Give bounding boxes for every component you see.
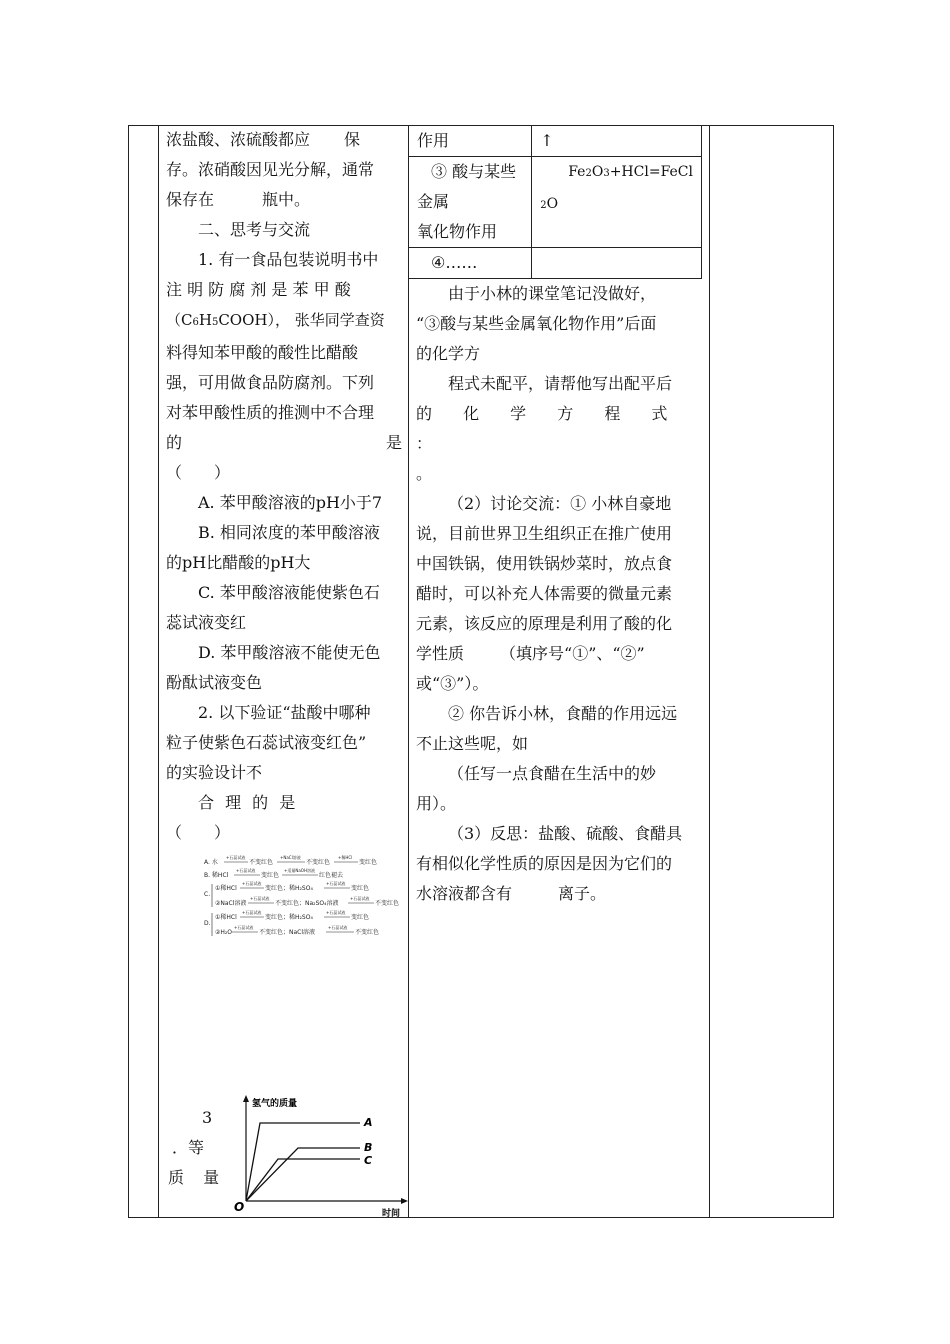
- result-text: 变红色: [351, 914, 370, 921]
- answer-paren: （ ）: [166, 463, 231, 482]
- curve-b-label: B: [364, 1141, 373, 1154]
- x-axis-arrow: [401, 1198, 408, 1204]
- table-row: [409, 157, 702, 248]
- text: 浓: [166, 130, 183, 149]
- answer-paren-2: （ ）: [166, 823, 231, 842]
- column-divider-2: [408, 125, 409, 1218]
- text: 保存在: [166, 190, 215, 209]
- question-1-line-7: [166, 428, 402, 458]
- para-2-line-6: [416, 639, 706, 669]
- question-1-line-3: [166, 305, 402, 338]
- question-3-line-2: ．等: [172, 1138, 205, 1157]
- row-b-label: B. 稀HCl: [204, 872, 229, 879]
- question-1-line-4: 料得知苯甲酸的酸性比醋酸: [166, 343, 359, 362]
- question-2-line-2: 粒子使紫色石蕊试液变红色”: [166, 733, 367, 752]
- arrow-label: +石蕊试液: [234, 925, 254, 930]
- question-2-line-1: 2. 以下验证“盐酸中哪种: [198, 703, 371, 722]
- text: O: [591, 164, 604, 180]
- question-3-line-3: 质 量: [168, 1168, 220, 1187]
- text: 使无色: [332, 643, 381, 662]
- para-4-line-1: （3）反思：盐酸、硫酸、食醋具: [448, 824, 683, 843]
- equation-line: [540, 189, 693, 221]
- option-b-line-2: 的pH比醋酸的pH大: [166, 553, 311, 572]
- result-text: 变红色: [359, 859, 378, 866]
- text: 保: [344, 130, 361, 149]
- option-d-line-1: [166, 638, 402, 668]
- para-2-line-3: 中国铁锅，使用铁锅炒菜时，放点食: [416, 554, 673, 573]
- para-1-line-3: 的化学方: [416, 344, 481, 363]
- row-c: [204, 880, 399, 907]
- arrow-label: +NaCl溶液: [280, 855, 301, 860]
- option-c-line-1: C. 苯甲酸溶液能使紫色石: [198, 583, 380, 602]
- arrow-label: +石蕊试液: [226, 855, 246, 860]
- para-1-line-4: 程式未配平，请帮他写出配平后: [448, 374, 673, 393]
- para-3-line-1: ② 你告诉小林，食醋的作用远远: [448, 704, 678, 723]
- text: +HCl=FeCl: [609, 164, 693, 180]
- para-3-line-2: 不止这些呢，如: [416, 734, 529, 753]
- hydrogen-mass-graph: [232, 1093, 410, 1218]
- para-2-line-5: 元素，该反应的原理是利用了酸的化: [416, 614, 673, 633]
- curve-b: [246, 1148, 360, 1201]
- table-cell: ↑: [532, 126, 702, 157]
- para-1-line-1: [416, 279, 706, 309]
- curve-c: [246, 1159, 360, 1201]
- text: 学性质: [416, 644, 465, 663]
- row-c-label: C.: [204, 891, 211, 898]
- y-axis-arrow: [243, 1095, 249, 1102]
- option-a: A. 苯甲酸溶液的pH小于7: [198, 493, 383, 512]
- table-row: [409, 248, 702, 279]
- text: Fe: [568, 164, 586, 180]
- subscript: 6: [192, 317, 199, 328]
- row-d: [204, 909, 379, 936]
- question-1-line-6: 对苯甲酸性质的推测中不合理: [166, 403, 375, 422]
- para-2-line-2: 说，目前世界卫生组织正在推广使用: [416, 524, 673, 543]
- result-text: 红色褪去: [319, 872, 344, 879]
- arrow-label: +石蕊试液: [242, 910, 262, 915]
- left-column: [166, 125, 402, 848]
- question-1-line-1: 1. 有一食品包装说明书中: [198, 250, 379, 269]
- arrow-label: +稀HCl: [338, 855, 353, 860]
- table-cell: [532, 248, 702, 279]
- d1-start: ①稀HCl: [215, 914, 237, 921]
- curve-c-label: C: [364, 1154, 373, 1167]
- text: 是: [385, 433, 402, 452]
- row-d-label: D.: [204, 920, 211, 927]
- arrow-label: +适量NaOH溶液: [284, 868, 315, 873]
- result-text: 不变红色: [375, 900, 400, 907]
- para-2-line-4: 醋时，可以补充人体需要的微量元素: [416, 584, 673, 603]
- para-2-line-7: 或“③”）。: [416, 674, 489, 693]
- table-cell: [409, 157, 532, 248]
- text: 水溶液都含有: [416, 884, 513, 903]
- text: 由于小林的: [448, 284, 529, 303]
- para-1-line-2: “③酸与某些金属氧化物作用”后面: [416, 314, 657, 333]
- para-3-line-4: 用）。: [416, 794, 457, 813]
- para-4-line-2: 有相似化学性质的原因是因为它们的: [416, 854, 673, 873]
- subscript: 2: [585, 168, 592, 179]
- para-2-line-1: （2）讨论交流：① 小林自豪地: [448, 494, 672, 513]
- equation-line: [540, 157, 693, 189]
- result-text: 变红色: [351, 885, 370, 892]
- arrow-label: +石蕊试液: [350, 896, 370, 901]
- table-cell: 作用: [409, 126, 532, 157]
- text: 写一点食醋在生活中的妙: [480, 764, 657, 783]
- question-1-line-2: 注 明 防 腐 剂 是 苯 甲 酸: [166, 280, 351, 299]
- text: O: [546, 196, 559, 212]
- question-3-number: 3: [202, 1108, 213, 1127]
- arrow-label: +石蕊试液: [242, 881, 262, 886]
- question-3-fragment: [168, 1103, 228, 1193]
- para-1-line-6: 。: [416, 464, 433, 483]
- experiment-design-diagram: [198, 852, 408, 947]
- result-text: 不变红色: [249, 859, 274, 866]
- origin-label: O: [234, 1200, 245, 1214]
- text: 的: [166, 433, 183, 452]
- text: D. 苯甲酸溶液不能: [198, 643, 333, 662]
- column-divider-1: [158, 125, 159, 1218]
- c1-start: ①稀HCl: [215, 885, 237, 892]
- acid-property-table: [408, 125, 702, 279]
- table-cell: [532, 157, 702, 248]
- question-2-line-4: 合 理 的 是: [198, 793, 296, 812]
- x-axis-label: 时间: [382, 1209, 401, 1218]
- curve-a: [246, 1123, 360, 1201]
- curve-a-label: A: [364, 1116, 373, 1129]
- row-a: [204, 854, 377, 866]
- text: H: [198, 311, 212, 329]
- column-divider-3: [709, 125, 710, 1218]
- subscript: 5: [211, 317, 219, 328]
- arrow-label: +石蕊试液: [250, 896, 270, 901]
- arrow-label: +石蕊试液: [326, 910, 346, 915]
- subscript: 3: [603, 168, 610, 179]
- text: （填序号“①”、“②”: [500, 644, 645, 663]
- result-text: 不变红色；NaCl溶液: [259, 929, 316, 936]
- para-3-line-3: [416, 759, 706, 789]
- text: 盐酸、浓硫酸都应: [182, 130, 311, 149]
- line-storage-2: 存。浓硝酸因见光分解，通常: [166, 160, 375, 179]
- result-text: 不变红色: [355, 929, 380, 936]
- right-column: [416, 125, 706, 909]
- line-storage-1: [166, 125, 402, 155]
- result-text: 变红色；稀H₂SO₄: [265, 885, 313, 892]
- table-row: [409, 126, 702, 157]
- text: 离子。: [558, 884, 607, 903]
- arrow-label: +石蕊试液: [328, 925, 348, 930]
- question-2-line-3: 的实验设计不: [166, 763, 263, 782]
- question-1-line-5: 强，可用做食品防腐剂。下列: [166, 373, 375, 392]
- option-d-line-2: 酚酞试液变色: [166, 673, 263, 692]
- para-4-line-3: [416, 879, 706, 909]
- arrow-label: +石蕊试液: [326, 881, 346, 886]
- text: （C: [166, 311, 193, 329]
- text: COOH）， 张华同学查资: [218, 311, 385, 329]
- text: （任: [448, 764, 481, 783]
- option-c-line-2: 蕊试液变红: [166, 613, 247, 632]
- c2-start: ②NaCl溶液: [215, 900, 247, 907]
- table-cell: ④……: [409, 248, 532, 279]
- d2-start: ②H₂O: [215, 929, 233, 936]
- result-text: 变红色；稀H₂SO₄: [265, 914, 313, 921]
- y-axis-label: 氢气的质量: [252, 1099, 298, 1109]
- arrow-label: +石蕊试液: [236, 868, 256, 873]
- option-b-line-1: B. 相同浓度的苯甲酸溶液: [198, 523, 380, 542]
- text: 课堂笔记没做好，: [528, 284, 657, 303]
- cell-line: ③ 酸与某些金属: [417, 162, 517, 211]
- para-1-line-5: 的 化 学 方 程 式 ：: [416, 404, 668, 453]
- result-text: 不变红色: [306, 859, 331, 866]
- result-text: 不变红色；Na₂SO₄溶液: [275, 900, 339, 907]
- result-text: 变红色: [261, 872, 280, 879]
- cell-line: 氧化物作用: [417, 222, 498, 241]
- section-heading: 二、思考与交流: [198, 220, 311, 239]
- row-b: [204, 867, 343, 879]
- row-a-label: A. 水: [204, 859, 218, 866]
- text: 瓶中。: [262, 190, 311, 209]
- line-storage-3: [166, 185, 402, 215]
- subscript: 2: [540, 200, 547, 211]
